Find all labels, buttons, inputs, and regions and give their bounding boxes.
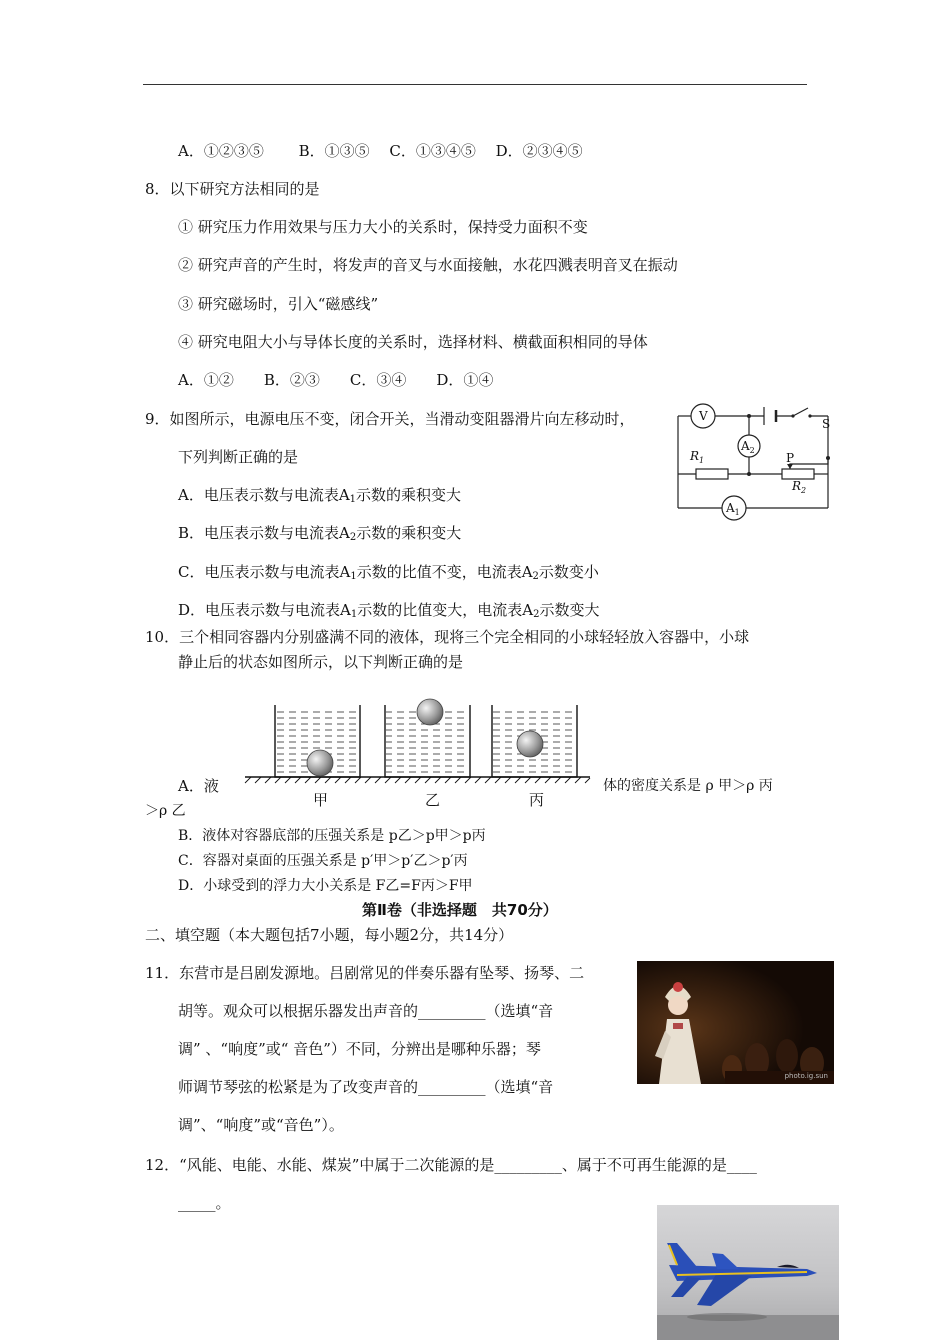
q10-option-b: B．液体对容器底部的压强关系是 p乙＞p甲＞p丙 bbox=[178, 828, 486, 844]
switch-contact bbox=[808, 414, 811, 417]
table-hatching bbox=[245, 777, 590, 783]
q7-options: A．①②③⑤ B．①③⑤ C．①③④⑤ D．②③④⑤ bbox=[178, 142, 583, 160]
q12-line-2: _____。 bbox=[178, 1194, 231, 1212]
q9-option-a: A．电压表示数与电流表$A_1$示数的乘积变大 bbox=[178, 486, 462, 505]
ammeter-a2-label: $A_2$ bbox=[741, 439, 755, 455]
resistor-r1 bbox=[696, 469, 728, 479]
switch-lever bbox=[793, 408, 808, 416]
q10-option-a-right: 体的密度关系是 ρ 甲＞ρ 丙 bbox=[603, 778, 773, 794]
junction-dot bbox=[747, 472, 751, 476]
part2-section-heading: 二、填空题（本大题包括7小题，每小题2分，共14分） bbox=[145, 926, 514, 944]
q8-stem: 8．以下研究方法相同的是 bbox=[145, 180, 320, 198]
q11-line-4: 师调节琴弦的松紧是为了改变声音的_________（选填“音 bbox=[178, 1078, 554, 1096]
jet-photo bbox=[657, 1205, 839, 1340]
q10-option-d: D．小球受到的浮力大小关系是 F乙=F丙＞F甲 bbox=[178, 878, 473, 894]
q9-circuit-diagram bbox=[670, 400, 840, 525]
q11-line-2: 胡等。观众可以根据乐器发出声音的_________（选填“音 bbox=[178, 1002, 554, 1020]
ammeter-a1-label: $A_1$ bbox=[726, 501, 740, 517]
q10-stem-2: 静止后的状态如图所示，以下判断正确的是 bbox=[178, 653, 464, 671]
q9-stem-2: 下列判断正确的是 bbox=[178, 448, 299, 466]
q9-option-d: D．电压表示数与电流表$A_1$示数的比值变大，电流表$A_2$示数变大 bbox=[178, 601, 600, 620]
junction-dot bbox=[826, 456, 830, 460]
q9-option-b: B．电压表示数与电流表$A_2$示数的乘积变大 bbox=[178, 524, 462, 543]
junction-dot bbox=[747, 414, 751, 418]
ball-jia bbox=[307, 750, 333, 776]
q10-option-c: C．容器对桌面的压强关系是 p′甲＞p′乙＞p′丙 bbox=[178, 853, 468, 869]
label-bing: 丙 bbox=[529, 791, 545, 809]
q10-option-a-cont: ＞ρ 乙 bbox=[145, 803, 186, 819]
q10-stem-1: 10．三个相同容器内分别盛满不同的液体，现将三个完全相同的小球轻轻放入容器中，小球 bbox=[145, 628, 750, 646]
switch-label: S bbox=[822, 417, 831, 431]
q9-option-c: C．电压表示数与电流表$A_1$示数的比值不变，电流表$A_2$示数变小 bbox=[178, 563, 599, 582]
header-rule bbox=[143, 84, 807, 85]
q11-line-1: 11．东营市是吕剧发源地。吕剧常见的伴奏乐器有坠琴、扬琴、二 bbox=[145, 964, 585, 982]
label-yi: 乙 bbox=[425, 791, 441, 809]
label-jia: 甲 bbox=[313, 791, 329, 809]
q8-item-1: ① 研究压力作用效果与压力大小的关系时，保持受力面积不变 bbox=[178, 218, 588, 236]
voltmeter-label: V bbox=[699, 409, 708, 423]
q12-line-1: 12．“风能、电能、水能、煤炭”中属于二次能源的是_________、属于不可再生能源的是____ bbox=[145, 1156, 757, 1174]
q10-option-a-left: A．液 bbox=[178, 777, 219, 795]
q11-opera-photo bbox=[637, 961, 834, 1084]
ball-bing bbox=[517, 731, 543, 757]
q11-line-3: 调” 、“响度”或“ 音色”）不同，分辨出是哪种乐器；琴 bbox=[178, 1040, 541, 1058]
r1-label: $R_1$ bbox=[690, 449, 705, 465]
photo-watermark: photo.ig.sun bbox=[784, 1072, 828, 1080]
q10-containers-figure bbox=[240, 697, 595, 812]
q8-item-3: ③ 研究磁场时，引入“磁感线” bbox=[178, 295, 379, 313]
rheostat-r2 bbox=[782, 469, 814, 479]
r2-label: $R_2$ bbox=[792, 479, 807, 495]
q8-item-2: ② 研究声音的产生时，将发声的音叉与水面接触，水花四溅表明音叉在振动 bbox=[178, 256, 678, 274]
switch-contact bbox=[791, 414, 794, 417]
q8-item-4: ④ 研究电阻大小与导体长度的关系时，选择材料、横截面积相同的导体 bbox=[178, 333, 648, 351]
q9-stem-1: 9．如图所示，电源电压不变，闭合开关，当滑动变阻器滑片向左移动时， bbox=[145, 410, 635, 428]
ball-yi bbox=[417, 699, 443, 725]
q8-options: A．①② B．②③ C．③④ D．①④ bbox=[178, 371, 494, 389]
q11-line-5: 调”、“响度”或“音色”）。 bbox=[178, 1116, 344, 1134]
part2-title: 第Ⅱ卷（非选择题 共70分） bbox=[362, 901, 558, 919]
slider-label: P bbox=[786, 451, 795, 465]
